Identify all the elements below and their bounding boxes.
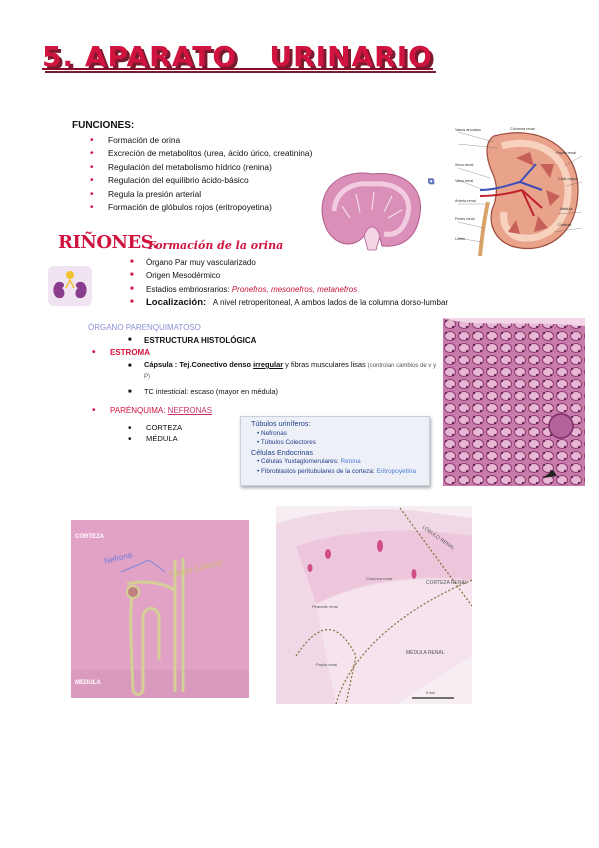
box-item-text: Nefronas [261,429,287,437]
box-item: • Células Yuxtaglomerulares: Renina [257,458,361,466]
label-papila: Papila renal [556,151,577,155]
list-item: • Formación de glóbulos rojos (eritropoyetina) [90,201,390,214]
slide-medula-label: MEDULA [75,680,101,686]
histology-micrograph [443,318,585,486]
label-seno: Seno renal [455,163,474,167]
columna-label: Columna renal [366,576,393,581]
zoom-icon: ⧉ [428,176,435,186]
slide-tubulo-label: Túbulo Colector [167,557,225,580]
estroma-detail-list [126,360,438,398]
tubulos-box [240,416,430,486]
kidney-icon [48,266,92,306]
label-vasos: Vasos arcuatos [455,128,481,132]
kidney-anatomy-diagram [454,124,586,258]
list-item-prefix: Estadios embriosrarios: [146,284,232,294]
label-corteza: Corteza [558,223,572,227]
box-item-value: Renina [340,458,361,466]
label-medula: Médula [560,207,573,211]
parenquima-label: PARÉNQUIMA: [110,406,168,415]
slide-nefrona-label: Nefrona [103,550,134,566]
box-item-value: Eritropoyetina [376,467,416,475]
slide-corteza-label: CORTEZA [75,534,104,540]
list-item [126,360,438,382]
list-item: • Regula la presión arterial [90,188,390,201]
papila-label: Papila renal [316,662,338,667]
page-title: 5. APARATO URINARIO [42,40,433,73]
capsula-underline: irregular [253,360,284,369]
box-item-text: Fibroblastos peritubulares de la corteza: [261,467,377,475]
label-caliz: Cáliz mayor [558,177,579,181]
list-item: • CORTEZA [128,422,248,433]
parenquima-items [128,422,248,444]
nephron-slide-image [71,520,249,698]
list-item: • Formación de orina [90,134,390,147]
label-pelvis: Pelvis renal [455,217,475,221]
list-item [128,296,468,309]
box-item: • Nefronas [257,429,287,437]
funciones-heading: FUNCIONES: [72,120,135,131]
list-item-text: A nivel retroperitoneal, A ambos lados de la columna dorso-lumbar [212,298,449,308]
organ-label: ÓRGANO PARENQUIMATOSO [88,323,201,332]
label-columna: Columna renal [510,127,535,131]
list-item-label: Localización: [146,297,207,309]
box-heading-1: Túbulos uriníferos: [251,419,311,428]
list-item: ■ ESTRUCTURA HISTOLÓGICA [126,334,376,347]
rinones-list [128,256,468,310]
corteza-renal-label: CORTEZA RENAL [426,580,468,586]
scale-label: 5 mm [426,691,435,695]
list-item: • Regulación del metabolismo hídrico (renina) [90,161,390,174]
lobulo-label: LÓBULO RENAL [420,524,456,552]
box-item-text: Túbulos Colectores [260,439,316,447]
list-item: ■ Órgano Par muy vascularizado [128,256,468,269]
list-item: • Excreción de metabolitos (urea, ácido úrico, creatinina) [90,147,390,160]
box-item: • Fibroblastos peritubulares de la corteza: Eritropoyetina [257,467,416,475]
capsula-prefix: Cápsula : Tej.Conectivo denso [144,360,254,369]
label-arteria: Arteria renal [455,199,476,203]
capsula-rest: y fibras musculares lisas [283,360,368,369]
list-item: • ESTROMA [92,346,252,359]
piramide-label: Pirámide renal [312,604,338,609]
rinones-subheading: Formación de la orina [148,239,284,252]
box-item: • Túbulos Colectores [257,439,316,447]
capsula-note: (controlan cambios de v y P) [144,363,437,380]
list-item: • Regulación del equilibrio ácido-básico [90,174,390,187]
medula-renal-label: MÉDULA RENAL [406,650,445,656]
kidney-section-image [312,166,428,256]
list-item: ■ TC intesticial: escaso (mayor en médula) [126,386,438,398]
renal-lobe-slide-image [276,506,472,704]
list-item [128,283,468,296]
box-item-text: Células Yuxtaglomerulares: [261,458,341,466]
label-vena: Vena renal [455,179,474,183]
rinones-heading: RIÑONES. [58,232,159,253]
box-heading-2: Células Endocrinas [251,447,313,457]
label-ureter: Uréter [455,237,466,241]
list-item: • MÉDULA [128,433,248,444]
estroma-list [92,346,252,359]
list-item-italic: Pronefros, mesonefros, metanefros [231,284,358,294]
nefronas-link[interactable]: NEFRONAS [167,406,213,415]
list-item: ■ Origen Mesodérmico [128,269,468,282]
